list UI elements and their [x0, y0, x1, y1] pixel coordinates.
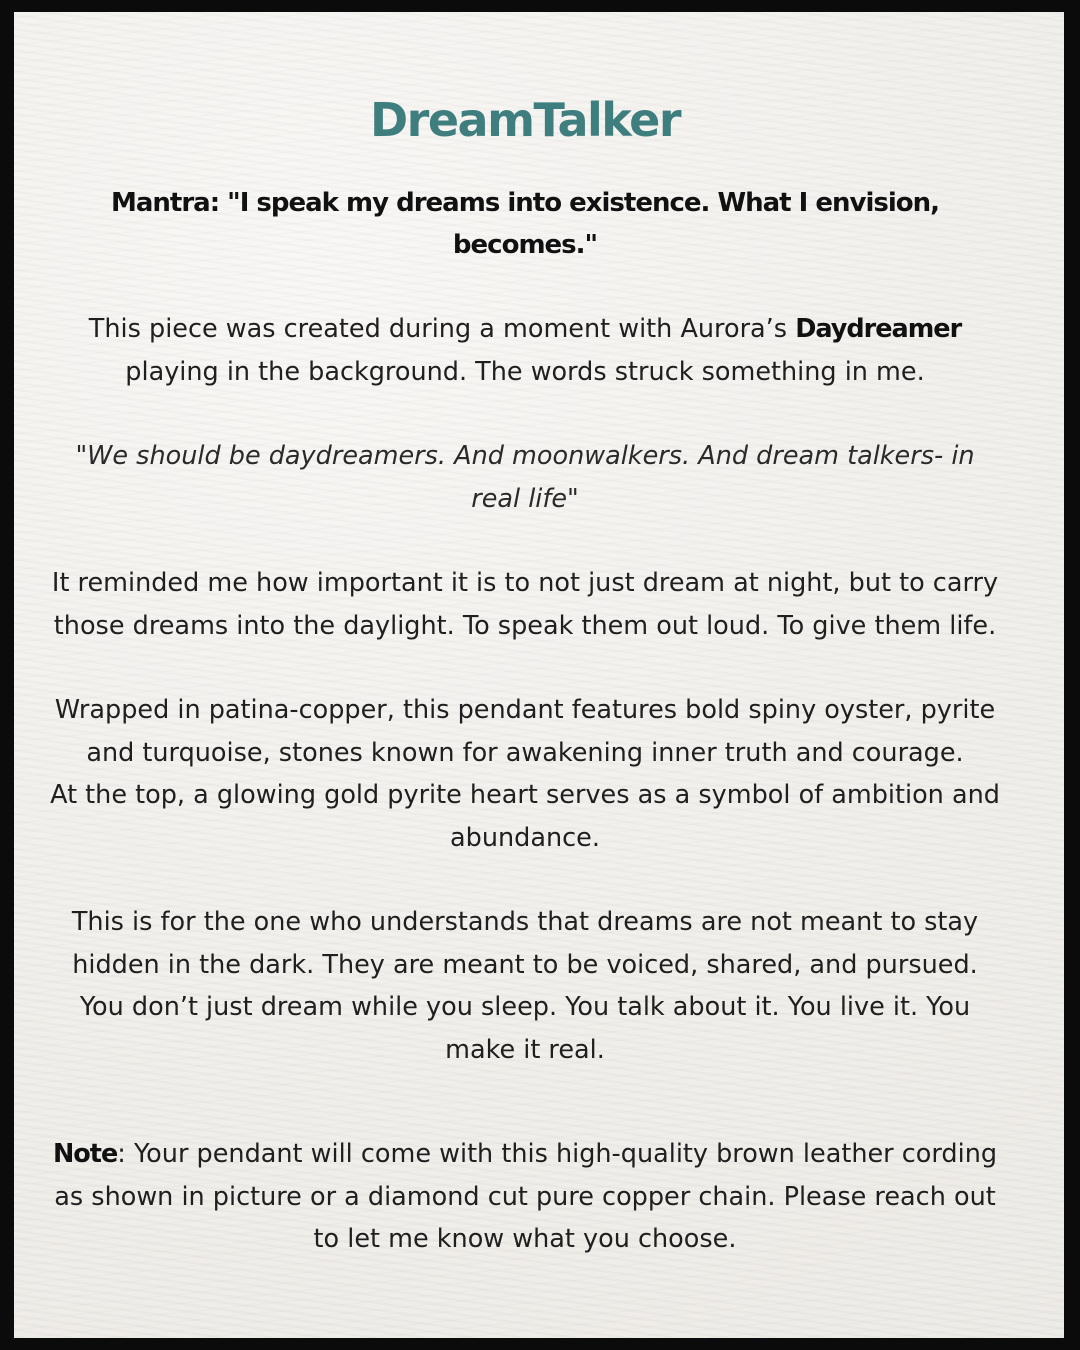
song-title: Daydreamer	[795, 314, 962, 344]
purpose-paragraph	[50, 901, 1000, 1071]
note-paragraph	[50, 1133, 1000, 1261]
note-text: : Your pendant will come with this high-quality brown leather cording as shown in picture or a diamond cut pure copper chain. Please reach out to let me know what you choose.	[54, 1139, 998, 1254]
lyric-quote: "We should be daydreamers. And moonwalkers. And dream talkers- in real life"	[75, 441, 975, 514]
materials-line-1: Wrapped in patina-copper, this pendant features bold spiny oyster, pyrite and turquoise, stones known for awakening inner truth and courage.	[54, 695, 996, 768]
purpose-line-2: You don’t just dream while you sleep. You talk about it. You live it. You make it real.	[79, 992, 971, 1065]
note-label: Note	[52, 1139, 118, 1169]
intro-paragraph	[50, 308, 1000, 393]
purpose-line-1: This is for the one who understands that dreams are not meant to stay hidden in the dark. They are meant to be voiced, shared, and pursued.	[71, 907, 979, 980]
page-title: DreamTalker	[369, 93, 681, 147]
document-body	[50, 88, 1000, 1261]
intro-text-after: playing in the background. The words struck something in me.	[125, 356, 925, 387]
materials-line-2: At the top, a glowing gold pyrite heart serves as a symbol of ambition and abundance.	[50, 780, 1000, 853]
materials-paragraph	[50, 689, 1000, 859]
intro-text-before: This piece was created during a moment with Aurora’s	[88, 314, 796, 344]
mantra-line: Mantra: "I speak my dreams into existence. What I envision, becomes."	[110, 188, 940, 260]
reminder-paragraph: It reminded me how important it is to not just dream at night, but to carry those dreams into the daylight. To speak them out loud. To give them life.	[51, 568, 999, 641]
